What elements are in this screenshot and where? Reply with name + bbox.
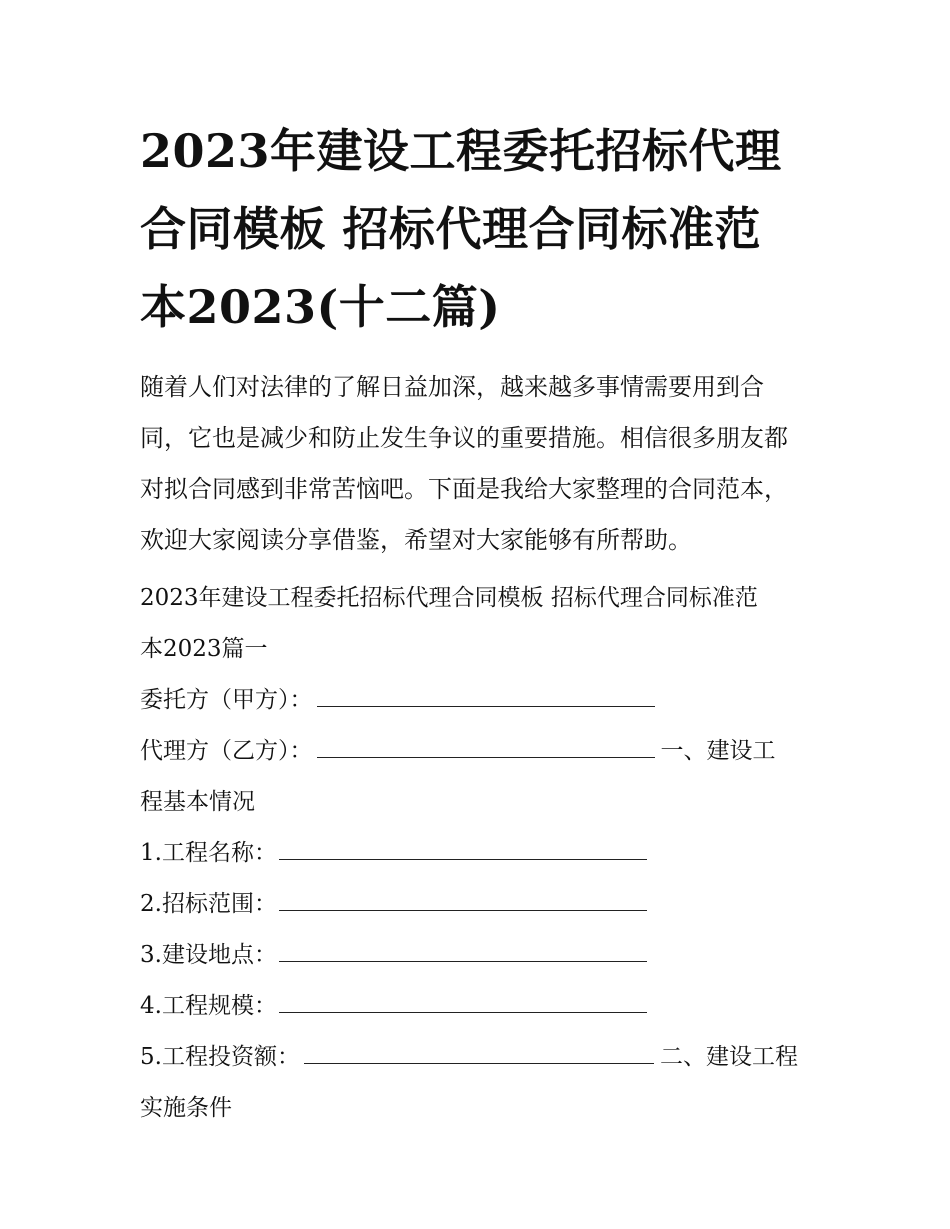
bid-scope-field [140,879,812,930]
location-label: 3.建设地点： [140,942,277,968]
investment-label: 5.工程投资额： [140,1044,300,1070]
principal-field [140,675,812,726]
agent-label: 代理方（乙方）： [140,738,313,764]
title-line-2: 合同模板 招标代理合同标准范 [140,202,762,256]
document-title [140,112,812,346]
intro-line-2: 同，它也是减少和防止发生争议的重要措施。相信很多朋友都 [140,424,788,452]
scale-label: 4.工程规模： [140,993,277,1019]
section-heading-line-2: 本2023篇一 [140,636,268,662]
intro-line-4: 欢迎大家阅读分享借鉴，希望对大家能够有所帮助。 [140,526,692,554]
principal-blank-line[interactable] [317,685,655,707]
section-heading [140,573,812,675]
scale-blank-line[interactable] [279,991,647,1013]
title-line-3: 本2023(十二篇) [140,280,501,334]
contract-fields [140,675,812,1134]
location-field [140,930,812,981]
project-name-blank-line[interactable] [279,838,647,860]
scale-field [140,981,812,1032]
intro-line-1: 随着人们对法律的了解日益加深，越来越多事情需要用到合 [140,373,764,401]
section-two-heading-start: 二、建设工程 [659,1044,798,1070]
location-blank-line[interactable] [279,940,647,962]
principal-label: 委托方（甲方）： [140,687,313,713]
project-name-field [140,828,812,879]
section-heading-line-1: 2023年建设工程委托招标代理合同模板 招标代理合同标准范 [140,585,758,611]
investment-field [140,1032,812,1083]
intro-paragraph [140,362,812,566]
bid-scope-label: 2.招标范围： [140,891,277,917]
project-name-label: 1.工程名称： [140,840,277,866]
section-one-heading-start: 一、建设工 [660,738,776,764]
intro-line-3: 对拟合同感到非常苦恼吧。下面是我给大家整理的合同范本， [140,475,788,503]
investment-blank-line[interactable] [304,1042,654,1064]
title-line-1: 2023年建设工程委托招标代理 [140,124,782,178]
bid-scope-blank-line[interactable] [279,889,647,911]
section-one-heading-end: 程基本情况 [140,789,255,815]
section-two-heading-end: 实施条件 [140,1095,232,1121]
agent-field [140,726,812,777]
agent-blank-line[interactable] [317,736,655,758]
